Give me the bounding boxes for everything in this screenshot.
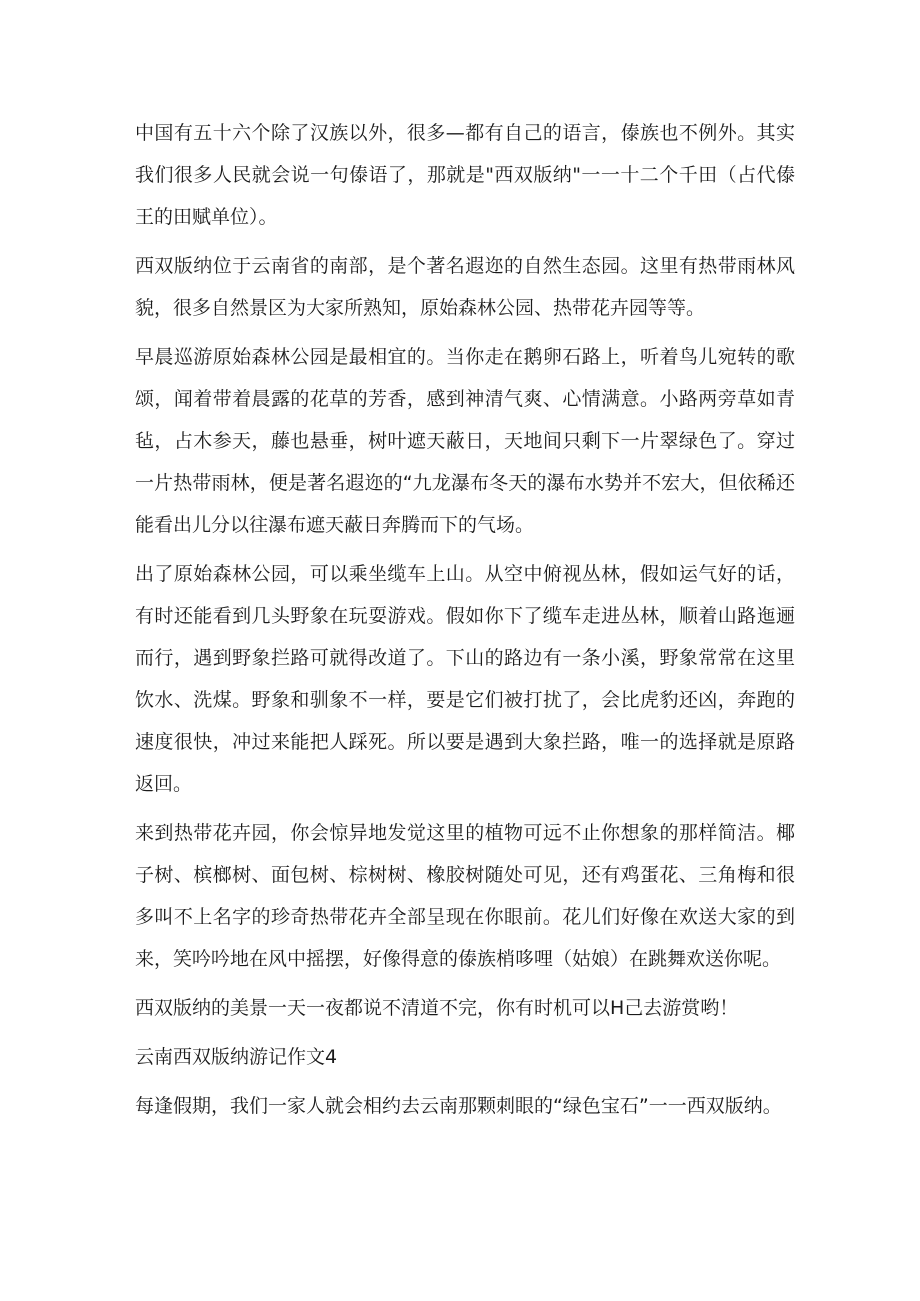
paragraph-cable-car: 出了原始森林公园，可以乘坐缆车上山。从空中俯视丛林，假如运气好的话，有时还能看到几头野象在玩耍游戏。假如你下了缆车走进丛林，顺着山路迤逦而行，遇到野象拦路可就得改道了。下山的路边有一条小溪，野象常常在这里饮水、洗煤。野象和驯象不一样，要是它们被打扰了，会比虎豹还凶，奔跑的速度很快，冲过来能把人踩死。所以要是遇到大象拦路，唯一的选择就是原路返回。 bbox=[135, 563, 795, 795]
paragraph-forest-park: 早晨巡游原始森林公园是最相宜的。当你走在鹅卵石路上，听着鸟儿宛转的歌颂，闻着带着晨露的花草的芳香，感到神清气爽、心情满意。小路两旁草如青毡，占木参天，藤也悬垂，树叶遮天蔽日，天地间只剩下一片翠绿色了。穿过一片热带雨林，便是著名遐迩的“九龙瀑布冬天的瀑布水势并不宏大，但依稀还能看出儿分以往瀑布遮天蔽日奔腾而下的气场。 bbox=[135, 346, 795, 536]
section-heading: 云南西双版纳游记作文4 bbox=[135, 1046, 338, 1068]
paragraph-conclusion: 西双版纳的美景一天一夜都说不清道不完，你有时机可以H己去游赏哟！ bbox=[135, 997, 739, 1019]
document-body bbox=[135, 112, 795, 1134]
paragraph-flower-garden: 来到热带花卉园，你会惊异地发觉这里的植物可远不止你想象的那样简洁。椰子树、槟榔树、面包树、棕树树、橡胶树随处可见，还有鸡蛋花、三角梅和很多叫不上名字的珍奇热带花卉全部呈现在你眼前。花儿们好像在欢送大家的到来，笑吟吟地在风中摇摆，好像得意的傣族梢哆哩（姑娘）在跳舞欢送你呢。 bbox=[135, 822, 795, 970]
paragraph-location: 西双版纳位于云南省的南部，是个著名遐迩的自然生态园。这里有热带雨林风貌，很多自然景区为大家所熟知，原始森林公园、热带花卉园等等。 bbox=[135, 255, 795, 319]
paragraph-section-intro: 每逢假期，我们一家人就会相约去云南那颗刺眼的“绿色宝石”一一西双版纳。 bbox=[135, 1095, 782, 1117]
paragraph-language-intro: 中国有五十六个除了汉族以外，很多—都有自己的语言，傣族也不例外。其实我们很多人民就会说一句傣语了，那就是"西双版纳"一一十二个千田（占代傣王的田赋单位）。 bbox=[135, 122, 795, 228]
